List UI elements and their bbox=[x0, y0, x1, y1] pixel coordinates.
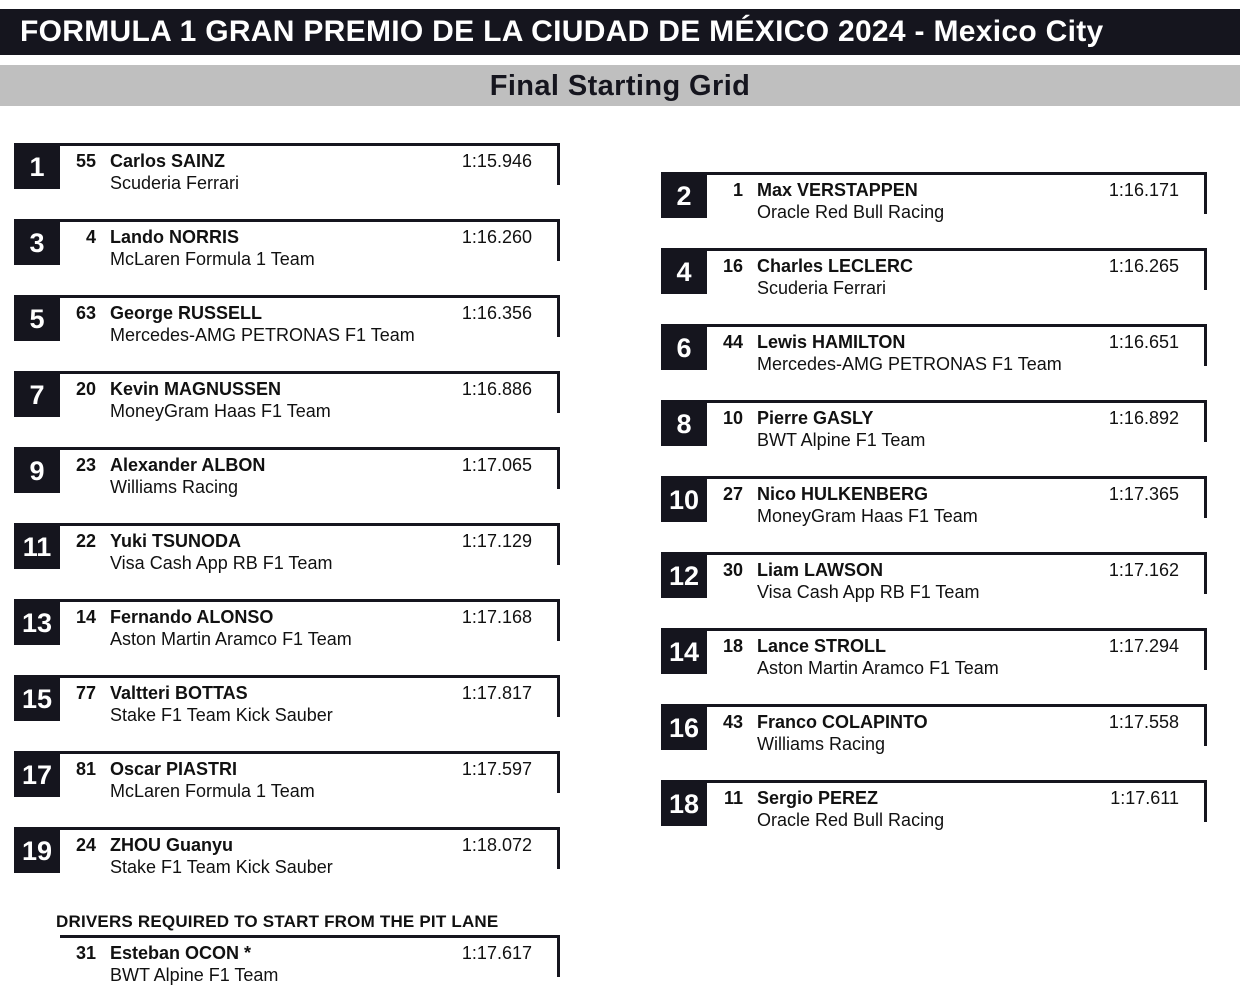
divider-line bbox=[557, 219, 560, 261]
lap-time: 1:17.065 bbox=[461, 455, 532, 475]
grid-entry-p12 bbox=[661, 552, 1207, 602]
driver-name: Yuki TSUNODA bbox=[110, 531, 242, 551]
car-number: 27 bbox=[722, 484, 743, 504]
divider-line bbox=[557, 599, 560, 641]
team-name: McLaren Formula 1 Team bbox=[110, 249, 315, 269]
driver-name: Sergio PEREZ bbox=[757, 788, 879, 808]
lap-time: 1:17.129 bbox=[461, 531, 532, 551]
grid-position: 15 bbox=[14, 675, 60, 721]
divider-line bbox=[1204, 704, 1207, 746]
divider-line bbox=[557, 675, 560, 717]
grid-position: 19 bbox=[14, 827, 60, 873]
grid-entry-p8 bbox=[661, 400, 1207, 450]
divider-line bbox=[1204, 172, 1207, 214]
driver-name: Valtteri BOTTAS bbox=[110, 683, 248, 703]
car-number: 14 bbox=[75, 607, 96, 627]
divider-line bbox=[1204, 476, 1207, 518]
divider-line bbox=[1204, 780, 1207, 822]
lap-time: 1:16.171 bbox=[1108, 180, 1179, 200]
grid-position: 2 bbox=[661, 172, 707, 218]
team-name: Aston Martin Aramco F1 Team bbox=[110, 629, 352, 649]
driver-name: Charles LECLERC bbox=[757, 256, 914, 276]
grid-position: 14 bbox=[661, 628, 707, 674]
driver-name: Carlos SAINZ bbox=[110, 151, 226, 171]
divider-line bbox=[60, 935, 560, 938]
driver-name: George RUSSELL bbox=[110, 303, 263, 323]
divider-line bbox=[557, 751, 560, 793]
driver-name: Alexander ALBON bbox=[110, 455, 266, 475]
lap-time: 1:17.817 bbox=[461, 683, 532, 703]
divider-line bbox=[60, 523, 560, 526]
lap-time: 1:17.162 bbox=[1108, 560, 1179, 580]
grid-entry-p4 bbox=[661, 248, 1207, 298]
grid-position: 9 bbox=[14, 447, 60, 493]
car-number: 55 bbox=[75, 151, 96, 171]
team-name: Williams Racing bbox=[757, 734, 886, 754]
grid-entry-p13 bbox=[14, 599, 560, 649]
car-number: 20 bbox=[75, 379, 96, 399]
grid-position: 7 bbox=[14, 371, 60, 417]
grid-entry-p2 bbox=[661, 172, 1207, 222]
divider-line bbox=[557, 447, 560, 489]
divider-line bbox=[707, 476, 1207, 479]
driver-name: Liam LAWSON bbox=[757, 560, 884, 580]
divider-line bbox=[707, 628, 1207, 631]
divider-line bbox=[707, 324, 1207, 327]
lap-time: 1:16.892 bbox=[1108, 408, 1179, 428]
grid-position: 8 bbox=[661, 400, 707, 446]
divider-line bbox=[707, 780, 1207, 783]
team-name: Williams Racing bbox=[110, 477, 239, 497]
car-number: 11 bbox=[723, 788, 743, 808]
team-name: Visa Cash App RB F1 Team bbox=[757, 582, 980, 602]
car-number: 30 bbox=[722, 560, 743, 580]
grid-entry-p15 bbox=[14, 675, 560, 725]
lap-time: 1:17.168 bbox=[461, 607, 532, 627]
lap-time: 1:17.294 bbox=[1108, 636, 1179, 656]
divider-line bbox=[60, 599, 560, 602]
team-name: Mercedes-AMG PETRONAS F1 Team bbox=[110, 325, 415, 345]
driver-name: ZHOU Guanyu bbox=[110, 835, 234, 855]
pit-lane-heading: DRIVERS REQUIRED TO START FROM THE PIT LANE bbox=[56, 912, 499, 931]
driver-name: Lewis HAMILTON bbox=[757, 332, 906, 352]
lap-time: 1:16.886 bbox=[461, 379, 532, 399]
divider-line bbox=[60, 751, 560, 754]
page-title: FORMULA 1 GRAN PREMIO DE LA CIUDAD DE MÉXICO 2024 - Mexico City bbox=[0, 9, 1240, 55]
grid-position: 4 bbox=[661, 248, 707, 294]
driver-name: Lance STROLL bbox=[757, 636, 887, 656]
divider-line bbox=[60, 219, 560, 222]
grid-position: 16 bbox=[661, 704, 707, 750]
lap-time: 1:17.611 bbox=[1110, 788, 1179, 808]
divider-line bbox=[60, 675, 560, 678]
grid-position: 1 bbox=[14, 143, 60, 189]
grid-position: 3 bbox=[14, 219, 60, 265]
divider-line bbox=[60, 447, 560, 450]
lap-time: 1:16.651 bbox=[1108, 332, 1179, 352]
grid-position: 10 bbox=[661, 476, 707, 522]
driver-name: Nico HULKENBERG bbox=[757, 484, 929, 504]
lap-time: 1:17.558 bbox=[1108, 712, 1179, 732]
grid-position: 11 bbox=[14, 523, 60, 569]
driver-name: Esteban OCON * bbox=[110, 943, 252, 963]
divider-line bbox=[707, 400, 1207, 403]
grid-entry-p17 bbox=[14, 751, 560, 801]
team-name: Oracle Red Bull Racing bbox=[757, 202, 945, 222]
divider-line bbox=[1204, 324, 1207, 366]
car-number: 22 bbox=[75, 531, 96, 551]
page-subtitle: Final Starting Grid bbox=[0, 65, 1240, 106]
divider-line bbox=[60, 371, 560, 374]
grid-entry-p6 bbox=[661, 324, 1207, 374]
grid-position: 18 bbox=[661, 780, 707, 826]
grid-entry-p18 bbox=[661, 780, 1207, 830]
divider-line bbox=[1204, 628, 1207, 670]
lap-time: 1:15.946 bbox=[461, 151, 532, 171]
divider-line bbox=[557, 295, 560, 337]
car-number: 81 bbox=[75, 759, 96, 779]
team-name: Mercedes-AMG PETRONAS F1 Team bbox=[757, 354, 1062, 374]
grid-entry-p7 bbox=[14, 371, 560, 421]
car-number: 23 bbox=[75, 455, 96, 475]
team-name: BWT Alpine F1 Team bbox=[110, 965, 279, 985]
lap-time: 1:17.365 bbox=[1108, 484, 1179, 504]
divider-line bbox=[557, 935, 560, 977]
team-name: Visa Cash App RB F1 Team bbox=[110, 553, 333, 573]
divider-line bbox=[707, 704, 1207, 707]
car-number: 77 bbox=[75, 683, 96, 703]
grid-entry-p19 bbox=[14, 827, 560, 877]
grid-position: 6 bbox=[661, 324, 707, 370]
divider-line bbox=[1204, 400, 1207, 442]
car-number: 10 bbox=[722, 408, 743, 428]
grid-entry-p14 bbox=[661, 628, 1207, 678]
grid-entry-p16 bbox=[661, 704, 1207, 754]
car-number: 63 bbox=[75, 303, 96, 323]
car-number: 4 bbox=[85, 227, 96, 247]
team-name: McLaren Formula 1 Team bbox=[110, 781, 315, 801]
lap-time: 1:16.356 bbox=[461, 303, 532, 323]
car-number: 43 bbox=[722, 712, 743, 732]
team-name: Oracle Red Bull Racing bbox=[757, 810, 945, 830]
driver-name: Oscar PIASTRI bbox=[110, 759, 238, 779]
team-name: Scuderia Ferrari bbox=[110, 173, 240, 193]
grid-position: 5 bbox=[14, 295, 60, 341]
team-name: Stake F1 Team Kick Sauber bbox=[110, 705, 333, 725]
lap-time: 1:16.260 bbox=[461, 227, 532, 247]
team-name: Stake F1 Team Kick Sauber bbox=[110, 857, 333, 877]
grid-position: 12 bbox=[661, 552, 707, 598]
divider-line bbox=[60, 295, 560, 298]
divider-line bbox=[60, 143, 560, 146]
grid-position: 17 bbox=[14, 751, 60, 797]
divider-line bbox=[707, 172, 1207, 175]
driver-name: Kevin MAGNUSSEN bbox=[110, 379, 282, 399]
grid-entry-p10 bbox=[661, 476, 1207, 526]
divider-line bbox=[557, 143, 560, 185]
driver-name: Franco COLAPINTO bbox=[757, 712, 928, 732]
grid-entry-p1 bbox=[14, 143, 560, 193]
grid-entry-p5 bbox=[14, 295, 560, 345]
driver-name: Lando NORRIS bbox=[110, 227, 239, 247]
divider-line bbox=[557, 523, 560, 565]
lap-time: 1:17.597 bbox=[461, 759, 532, 779]
lap-time: 1:18.072 bbox=[461, 835, 532, 855]
divider-line bbox=[1204, 552, 1207, 594]
car-number: 31 bbox=[75, 943, 96, 963]
team-name: MoneyGram Haas F1 Team bbox=[757, 506, 978, 526]
pit-lane-entry bbox=[14, 935, 560, 985]
divider-line bbox=[557, 371, 560, 413]
driver-name: Max VERSTAPPEN bbox=[757, 180, 918, 200]
team-name: Scuderia Ferrari bbox=[757, 278, 887, 298]
lap-time: 1:16.265 bbox=[1108, 256, 1179, 276]
grid-entry-p9 bbox=[14, 447, 560, 497]
team-name: MoneyGram Haas F1 Team bbox=[110, 401, 331, 421]
divider-line bbox=[60, 827, 560, 830]
car-number: 24 bbox=[75, 835, 96, 855]
divider-line bbox=[707, 552, 1207, 555]
driver-name: Fernando ALONSO bbox=[110, 607, 274, 627]
car-number: 16 bbox=[722, 256, 743, 276]
divider-line bbox=[557, 827, 560, 869]
divider-line bbox=[1204, 248, 1207, 290]
car-number: 18 bbox=[722, 636, 743, 656]
lap-time: 1:17.617 bbox=[461, 943, 532, 963]
grid-entry-p3 bbox=[14, 219, 560, 269]
grid-entry-p11 bbox=[14, 523, 560, 573]
divider-line bbox=[707, 248, 1207, 251]
car-number: 1 bbox=[732, 180, 743, 200]
team-name: Aston Martin Aramco F1 Team bbox=[757, 658, 999, 678]
team-name: BWT Alpine F1 Team bbox=[757, 430, 926, 450]
grid-position: 13 bbox=[14, 599, 60, 645]
car-number: 44 bbox=[722, 332, 743, 352]
driver-name: Pierre GASLY bbox=[757, 408, 874, 428]
